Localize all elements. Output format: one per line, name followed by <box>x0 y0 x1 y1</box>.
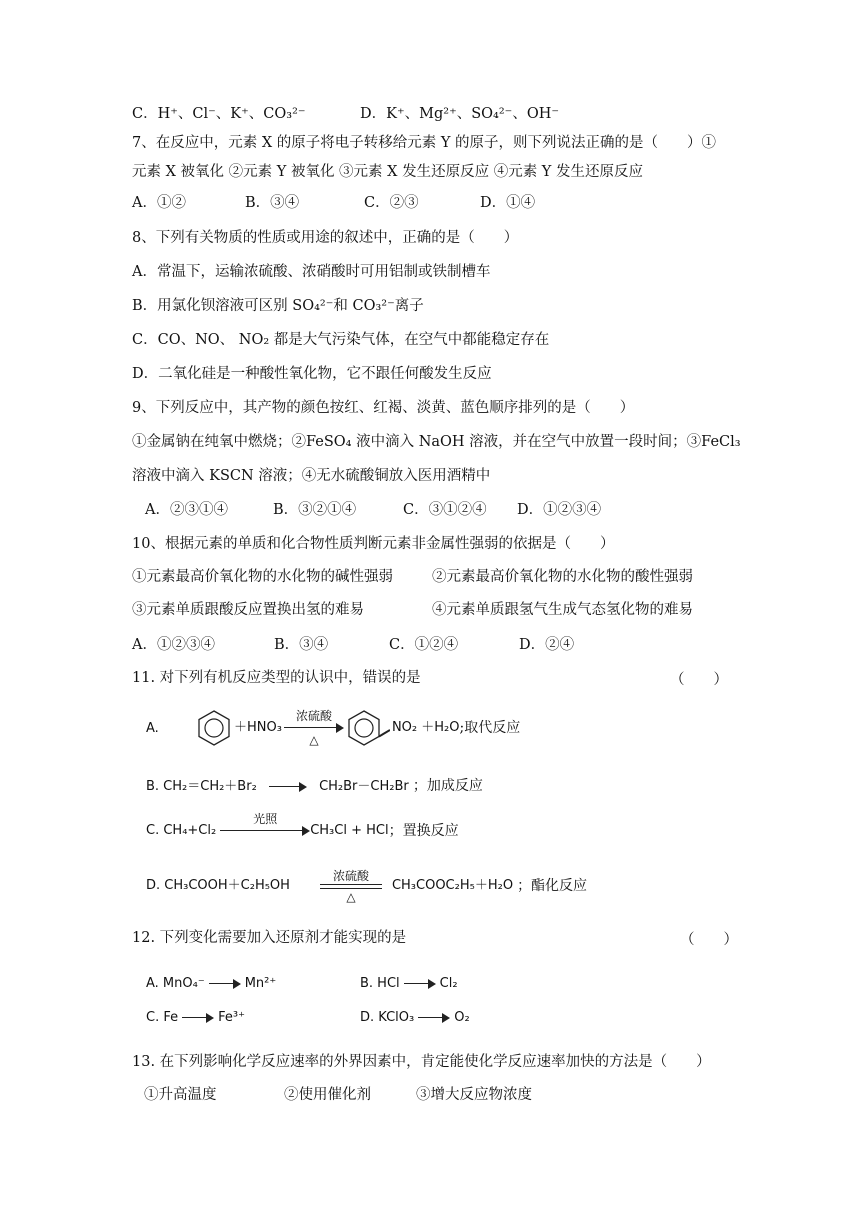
reaction-arrow <box>418 1013 450 1023</box>
q10-stem: 10、根据元素的单质和化合物性质判断元素非金属性强弱的依据是（ ） <box>132 536 615 552</box>
q10-option-b: B．③④ <box>274 637 329 653</box>
q10-item-4: ④元素单质跟氢气生成气态氢化物的难易 <box>432 602 693 618</box>
q11-option-d <box>146 866 587 906</box>
option-label: D． <box>360 106 387 122</box>
condition-below: △ <box>346 889 356 904</box>
product-text: Cl₂ <box>439 976 458 991</box>
q9-stem: 9、下列反应中，其产物的颜色按红、红褐、淡黄、蓝色顺序排列的是（ ） <box>132 400 635 416</box>
q7-option-d: D．①④ <box>480 195 536 211</box>
q8-stem: 8、下列有关物质的性质或用途的叙述中，正确的是（ ） <box>132 230 519 246</box>
reactant-text: A. MnO₄⁻ <box>146 976 205 991</box>
reactant-text: B. HCl <box>360 976 400 991</box>
reactant-text: C. Fe <box>146 1010 179 1025</box>
q10-option-d: D．②④ <box>519 637 575 653</box>
reaction-arrow <box>220 812 310 836</box>
q11-stem: 11. 对下列有机反应类型的认识中，错误的是 <box>132 670 421 686</box>
q12-answer-paren: （ ） <box>680 932 738 948</box>
product-text: CH₂Br－CH₂Br <box>319 779 409 794</box>
q8-option-d: D．二氧化硅是一种酸性氧化物，它不跟任何酸发生反应 <box>132 366 492 382</box>
reactant-text: B. CH₂＝CH₂＋Br₂ <box>146 779 257 794</box>
q7-stem-line2: 元素 X 被氧化 ②元素 Y 被氧化 ③元素 X 发生还原反应 ④元素 Y 发生还原反应 <box>132 164 643 180</box>
q9-option-d: D．①②③④ <box>517 502 602 518</box>
q7-option-a: A．①② <box>132 195 186 211</box>
q6-option-c <box>132 104 306 124</box>
condition-above: 浓硫酸 <box>332 868 369 883</box>
reaction-arrow <box>284 709 344 747</box>
reagent-text: ＋HNO₃ <box>234 720 282 735</box>
q8-option-b: B．用氯化钡溶液可区别 SO₄²⁻和 CO₃²⁻离子 <box>132 298 424 314</box>
reaction-arrow <box>182 1013 214 1023</box>
q9-option-b: B．③②①④ <box>273 502 357 518</box>
reaction-type: ;取代反应 <box>459 720 521 736</box>
product-text: CH₃COOC₂H₅＋H₂O <box>391 878 514 893</box>
q10-option-a: A．①②③④ <box>132 637 215 653</box>
reaction-arrow <box>404 979 436 989</box>
q10-item-3: ③元素单质跟酸反应置换出氢的难易 <box>132 602 364 618</box>
option-text: H⁺、Cl⁻、K⁺、CO₃²⁻ <box>157 106 306 122</box>
reactant-text: D. KClO₃ <box>360 1010 415 1025</box>
q12-option-a <box>146 974 276 994</box>
reversible-arrow <box>320 869 382 904</box>
q8-option-a: A．常温下，运输浓硫酸、浓硝酸时可用铝制或铁制槽车 <box>132 264 491 280</box>
q7-option-b: B．③④ <box>245 195 300 211</box>
product-text: NO₂ ＋H₂O <box>391 720 460 735</box>
q7-option-c: C．②③ <box>364 195 419 211</box>
q11-option-a-equation <box>196 708 520 748</box>
q10-item-1: ①元素最高价氧化物的水化物的碱性强弱 <box>132 569 393 585</box>
reaction-type: ；酯化反应 <box>517 878 588 894</box>
option-label: C． <box>132 106 158 122</box>
q9-option-a: A．②③①④ <box>145 502 228 518</box>
q12-option-b <box>360 974 458 994</box>
product-text: Mn²⁺ <box>244 976 277 991</box>
reaction-type: ；加成反应 <box>412 778 483 794</box>
q6-option-d <box>360 104 559 124</box>
q13-item-3: ③增大反应物浓度 <box>416 1087 532 1103</box>
q8-option-c: C．CO、NO、 NO₂ 都是大气污染气体，在空气中都能稳定存在 <box>132 332 550 348</box>
condition-above: 光照 <box>253 812 278 826</box>
condition-below: △ <box>309 733 319 747</box>
product-text: O₂ <box>454 1010 470 1025</box>
q7-stem-line1: 7、在反应中，元素 X 的原子将电子转移给元素 Y 的原子，则下列说法正确的是（ ）① <box>132 135 717 151</box>
q11-option-b <box>146 776 483 797</box>
q12-option-c <box>146 1008 245 1028</box>
reactant-text: C. CH₄+Cl₂ <box>146 823 217 838</box>
product-text: Fe³⁺ <box>218 1010 245 1025</box>
q11-option-c <box>146 812 459 841</box>
benzene-ring-icon <box>196 709 232 747</box>
q9-option-c: C．③①②④ <box>403 502 487 518</box>
option-text: K⁺、Mg²⁺、SO₄²⁻、OH⁻ <box>386 106 560 122</box>
q12-stem: 12. 下列变化需要加入还原剂才能实现的是 <box>132 930 407 946</box>
condition-above: 浓硫酸 <box>295 709 332 723</box>
product-text: CH₃Cl + HCl <box>310 823 389 838</box>
reaction-arrow <box>269 782 307 792</box>
reactant-text: D. CH₃COOH＋C₂H₅OH <box>146 878 290 893</box>
q12-option-d <box>360 1008 470 1028</box>
benzene-ring-icon <box>346 709 390 747</box>
q13-stem: 13. 在下列影响化学反应速率的外界因素中，肯定能使化学反应速率加快的方法是（ ） <box>132 1054 711 1070</box>
q10-item-2: ②元素最高价氧化物的水化物的酸性强弱 <box>432 569 693 585</box>
q11-answer-paren: （ ） <box>670 672 728 688</box>
q13-item-2: ②使用催化剂 <box>284 1087 371 1103</box>
q13-item-1: ①升高温度 <box>144 1087 217 1103</box>
q9-line2: 溶液中滴入 KSCN 溶液；④无水硫酸铜放入医用酒精中 <box>132 468 491 484</box>
reaction-arrow <box>209 979 241 989</box>
q10-option-c: C．①②④ <box>389 637 459 653</box>
q9-line1: ①金属钠在纯氧中燃烧；②FeSO₄ 液中滴入 NaOH 溶液，并在空气中放置一段时间；③FeCl₃ <box>132 434 741 450</box>
reaction-type: ；置换反应 <box>388 823 459 839</box>
q11-option-a-label: A. <box>146 721 159 736</box>
